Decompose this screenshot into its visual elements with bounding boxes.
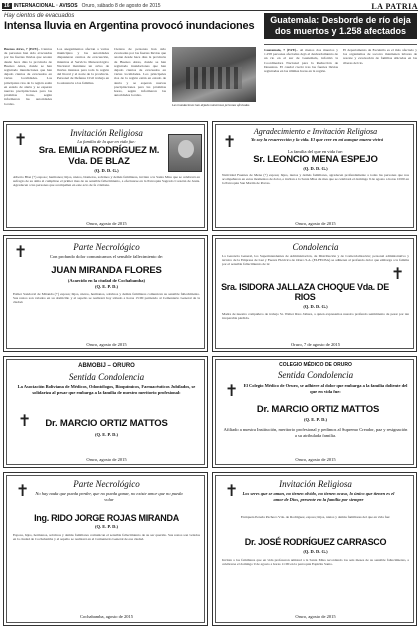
ad-org: ABMOBIJ – ORURO: [78, 363, 135, 369]
cross-icon: ✝: [223, 132, 237, 151]
story2-text-1: Al menos dos muertos y 1.258 personas afectadas dejó el desbordamiento de un río en el sur de Guatemala, informó la Coordinadora Nacional para la Reducción de Desastres. El caudal creció tras las fuertes lluvias registradas en las últimas horas en la región.: [264, 48, 338, 74]
cross-icon: ✝: [16, 481, 30, 500]
ad-intro: El Colegio Médico de Oruro, se adhiere al dolor que embarga a la familia doliente del que en vida fue:: [243, 383, 408, 394]
ad-title: Condolencia: [292, 242, 339, 252]
cross-icon: ✝: [225, 481, 239, 500]
ad-parte-rojas: [3, 472, 208, 626]
divider: [264, 41, 417, 45]
cross-icon: ✝: [391, 264, 405, 283]
ad-body: Esther Sandoval de Miranda (+) esposa; hijos, nietos, hermanos, sobrinos y demás familiares comunican su sensible fallecimiento. Sus restos son velados en su domicilio y el sepelio se realizará hoy sábado a horas 15:00 partiendo al Cementerio General de la ciudad.: [13, 292, 200, 305]
cross-icon: ✝: [14, 130, 28, 149]
story2-column-2: El departamento de Escuintla es el más afectado y los organismos de socorro mantienen labores de rescate y evacuación de familias ubicadas en las riberas del río.: [343, 48, 417, 65]
newspaper-logo: LA PATRIA: [371, 1, 418, 11]
ad-note: (Acaecido en la ciudad de Cochabamba): [67, 278, 146, 283]
ad-body: Invitan a los familiares que en vida profesaron amistad a la Santa Misa recordando los seis meses de su sensible fallecimiento, a celebrarse el domingo 9 de agosto a horas 11:00 en la parroquia Espíritu Santo.: [222, 558, 409, 567]
deceased-name: Ing. RIDO JORGE ROJAS MIRANDA: [34, 513, 179, 523]
photo-caption: Las inundaciones han dejado numerosas personas afectadas.: [172, 103, 251, 107]
cross-icon: ✝: [14, 242, 28, 261]
ad-intro: La Gerencia General, los Superintendentes de Administración, de Distribución y de Comercialización; personal administrativo y técnico de la Empresa de Luz y Fuerza Eléctrica de Oruro S.A. (ELFEOSA) se adhieren al profundo dolor que embarga a la familia por el sensible fallecimiento de la:: [222, 254, 409, 267]
story2-column-1: [264, 48, 338, 118]
ad-title: Invitación Religiosa: [279, 479, 352, 489]
ad-body: Alberto Blaz (+) esposo; hermanos; hijos, nietos, bisnietos, sobrinos y demás familiares, invitan a la Santa Misa que se celebrará en sufragio de su alma al cumplirse el primer mes de su sensible fallecimiento, a efectuarse en la Parroquia Sagrado Corazón de Jesús. Agradecen a las personas que acompañen en este acto de fe cristiana.: [13, 175, 200, 188]
cross-icon: ✝: [225, 381, 239, 400]
ad-quote: Yo soy la resurrección y la vida. El que cree en mí aunque muera vivirá: [250, 137, 384, 142]
ad-footer: Oruro, agosto de 2015: [295, 614, 336, 619]
ad-footer: Oruro, agosto de 2015: [86, 221, 127, 226]
ad-footer: Oruro, agosto de 2015: [86, 342, 127, 347]
ad-title: Parte Necrológico: [73, 479, 140, 489]
ad-body: Natividad Fuentes de Mena (+) esposa; hijos, nietos y demás familiares, agradecen profundamente a todas las personas que nos acompañaron en estos momentos de dolor, e invitan a la Santa Misa de mes que se celebrará el domingo 9 de agosto a horas 10:00 en la Parroquia San Martín de Porres.: [222, 173, 409, 186]
ad-rip: (Q. E. P. D.): [304, 417, 327, 422]
ad-footer: Oruro, 7 de agosto de 2015: [291, 342, 340, 347]
ad-parte-miranda: [3, 235, 208, 352]
ad-invitacion-rodriguez: [212, 472, 417, 626]
story1-column-2: Los anegamientos afectan a varios municipios y las autoridades dispusieron centros de evacuación, mientras el Servicio Meteorológico Nacional mantiene un aviso de lluvias intensas para toda la región del litoral y el norte de la provincia. Personal de Defensa Civil trabaja en la asistencia a las familias.: [57, 47, 109, 85]
ad-colegio-medico-ortiz: [212, 356, 417, 468]
ad-rip: (Q. E. P. D.): [95, 524, 118, 529]
ad-condolencia-jallaza: [212, 235, 417, 352]
ad-intro: La familia del que en vida fue:: [287, 149, 344, 154]
ad-agradecimiento-mena: [212, 121, 417, 231]
story2-byline: Guatemala, 7 (EFE).-: [264, 48, 299, 52]
page-header: [2, 2, 418, 11]
ad-intro: La familia de la que en vida fue:: [77, 139, 136, 144]
cross-icon: ✝: [18, 411, 32, 430]
flood-photo: [172, 47, 256, 102]
ad-footer: Oruro, agosto de 2015: [86, 457, 127, 462]
ad-intro: Enriqueta Pereda Pacheco Vda. de Rodríguez, esposa; hijos, nietos y demás familiares del que en vida fue:: [240, 515, 391, 519]
story1-column-1: [4, 47, 52, 117]
deceased-name: Dr. MARCIO ORTIZ MATTOS: [256, 404, 380, 415]
ad-footer: Cochabamba, agosto de 2015: [80, 614, 133, 619]
story1-byline: Buenos Aires, 7 (EFE).-: [4, 47, 41, 51]
ad-intro: La Asociación Boliviana de Médicos, Odontólogos, Bioquímicos, Farmacéuticos Jubilados, se solidariza al pesar que embarga a la familia de nuestro meritorio profesional:: [17, 384, 196, 395]
ad-rip: (Q. D. D. G.): [303, 549, 328, 554]
issue-date: Oruro, sábado 8 de agosto de 2015: [81, 3, 161, 9]
deceased-name: Dr. MARCIO ORTIZ MATTOS: [45, 418, 168, 429]
ad-title: Invitación Religiosa: [70, 128, 143, 138]
ad-org: COLEGIO MÉDICO DE ORURO: [279, 362, 352, 368]
ad-title: Sentida Condolencia: [277, 370, 354, 380]
ad-intro: Con profundo dolor comunicamos el sensible fallecimiento de:: [49, 254, 164, 259]
ad-rip: (Q. D. D. G.): [94, 168, 119, 173]
page-number: 16: [4, 3, 10, 9]
ad-rip: (Q. D. D. G.): [303, 166, 328, 171]
story2-headline[interactable]: Guatemala: Desborde de río deja dos muertos y 1.258 afectados: [264, 13, 417, 39]
deceased-name: Sr. LEONCIO MENA ESPEJO: [253, 154, 378, 165]
story1-kicker: Hay cientos de evacuados: [4, 13, 75, 19]
ad-body: Madre de nuestro compañero de trabajo Sr. Walter Ríos Jallaza, a quien expresamos nuestro profundo sentimiento de pesar por tan irreparable pérdida.: [222, 312, 409, 321]
ad-title: Sentida Condolencia: [68, 372, 145, 382]
ad-invitacion-blaz: [3, 121, 208, 231]
section-label: INTERNACIONAL · AVISOS: [13, 3, 78, 9]
deceased-name: Sra. EMILIA RODRÍGUEZ M. Vda. DE BLAZ: [38, 145, 160, 167]
story1-column-3: Cientos de personas han sido evacuadas por las fuertes lluvias que azotan desde hace días la provincia de Buenos Aires, donde se han registrado inundaciones que han dejado cientos de evacuados en varias localidades. Los principales ríos de la región están en estado de alerta y se esperan nuevas precipitaciones para las próximas horas, según informaron las autoridades locales.: [114, 47, 166, 98]
ad-quote: Los seres que se aman, no tienen olvido, no tienen ocaso, lo único que tienen es el amor de Dios, presente en la familia por siempre: [242, 491, 395, 502]
ad-footer: Oruro, agosto de 2015: [295, 457, 336, 462]
story1-headline[interactable]: Intensa lluvia en Argentina provocó inundaciones: [4, 20, 255, 32]
ad-rip: (Q. E. P. D.): [95, 432, 118, 437]
ad-rip: (Q. D. D. G.): [303, 304, 328, 309]
story1-text-1: Cientos de personas han sido evacuadas por las fuertes lluvias que azotan desde hace días la provincia de Buenos Aires, donde se han registrado inundaciones que han dejado cientos de evacuados en varias localidades. Los principales ríos de la región están en estado de alerta y se esperan nuevas precipitaciones para las próximas horas, según informaron las autoridades locales.: [4, 47, 52, 106]
deceased-name: Dr. JOSÉ RODRÍGUEZ CARRASCO: [244, 537, 387, 547]
ad-title: Agradecimiento e Invitación Religiosa: [253, 127, 378, 136]
deceased-name: JUAN MIRANDA FLORES: [51, 265, 162, 276]
ad-abmobij-ortiz: [3, 356, 208, 468]
deceased-name: Sra. ISIDORA JALLAZA CHOQUE Vda. DE RIOS: [221, 282, 389, 302]
ad-body: Esposa, hijos, hermanos, sobrinos y demás familiares comunican el sensible fallecimiento de su ser querido. Sus restos son velados en la ciudad de Cochabamba y el sepelio se realizará en el Cementerio General de esa ciudad.: [13, 533, 200, 542]
ad-body: Afiliado a nuestra Institución, meritorio profesional y pedimos al Supremo Creador, paz y resignación a su atribulada familia.: [223, 427, 408, 438]
ad-quote: No hay nada que pueda perder, que no pueda ganar, no existe amor que no pueda volar: [35, 491, 183, 502]
ad-rip: (Q. E. P. D.): [95, 284, 118, 289]
ad-title: Parte Necrológico: [73, 242, 140, 252]
ad-footer: Oruro, agosto de 2015: [295, 221, 336, 226]
